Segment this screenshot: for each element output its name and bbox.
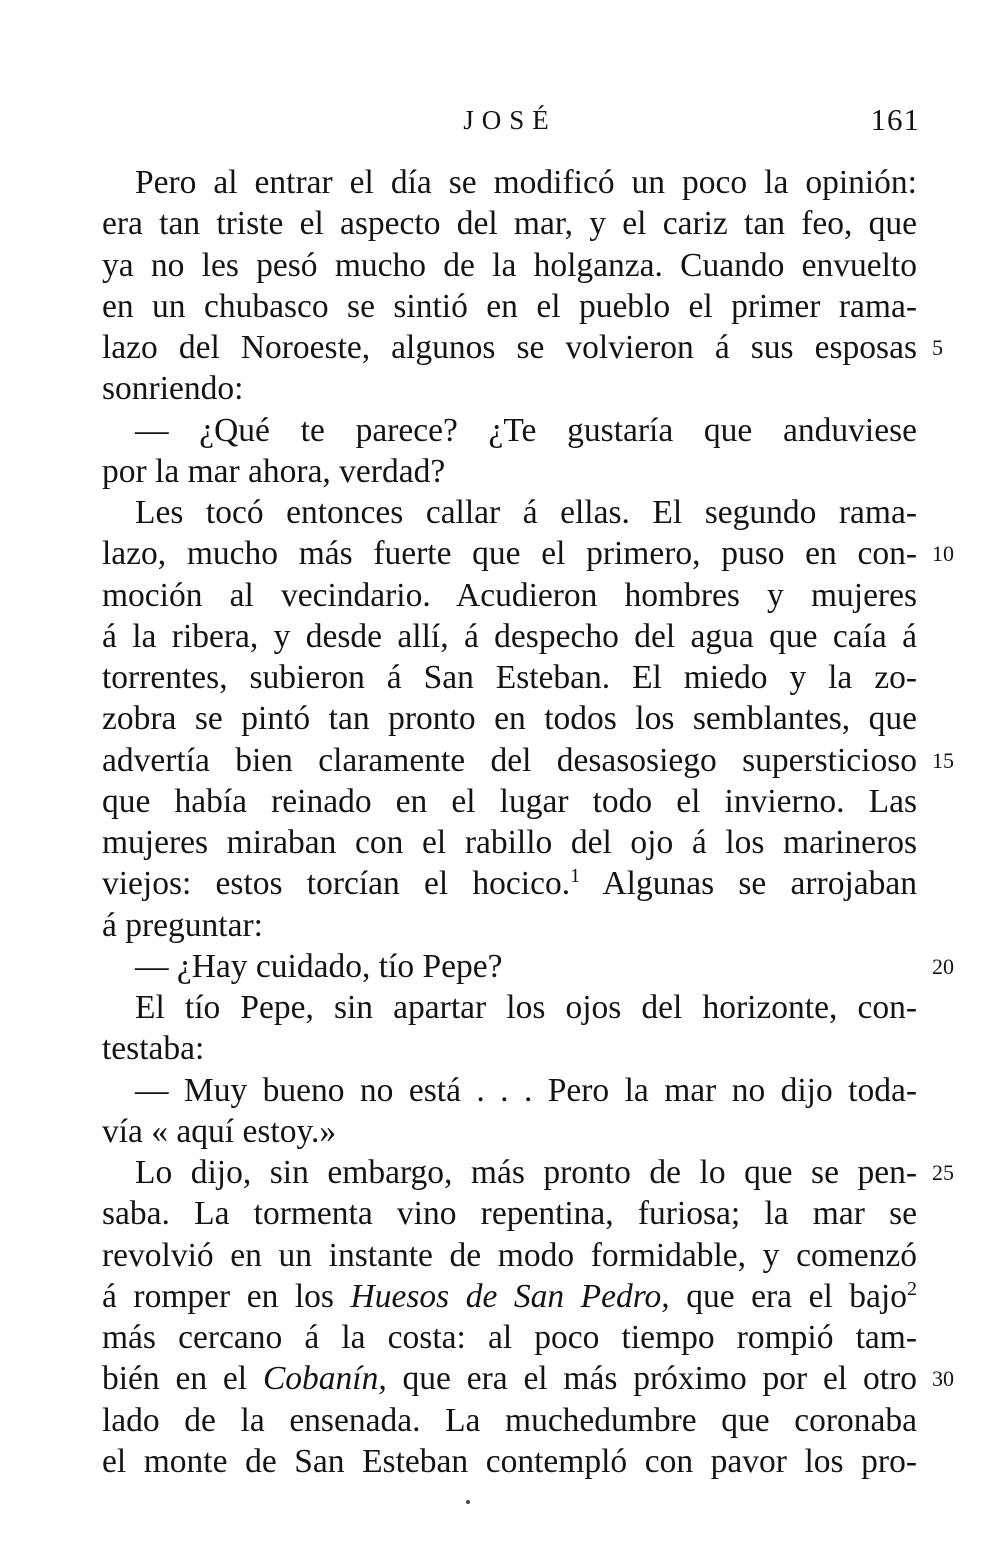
line-text: El tío Pepe, sin apartar los ojos del horizonte, con- (135, 989, 917, 1026)
text-line (102, 492, 917, 533)
line-text: á preguntar: (102, 906, 263, 944)
line-text: á romper en los Huesos de San Pedro, que era el bajo$^2$ (102, 1277, 917, 1315)
line-text: moción al vecindario. Acudieron hombres y mujeres (102, 576, 917, 614)
body-text (102, 162, 954, 1482)
line-number: 30 (932, 1366, 954, 1392)
line-number: 25 (932, 1160, 954, 1185)
line-text: saba. La tormenta vino repentina, furiosa; la mar se (102, 1195, 917, 1233)
text-line (102, 946, 954, 987)
text-line (102, 245, 917, 286)
text-line (102, 616, 917, 657)
line-text: — ¿Qué te parece? ¿Te gustaría que anduviese (135, 411, 917, 449)
line-text: viejos: estos torcían el hocico.$^1$ Algunas se arrojaban (102, 865, 917, 903)
text-line (102, 575, 917, 616)
line-text: en un chubasco se sintió en el pueblo el primer rama- (102, 287, 917, 325)
line-text: torrentes, subieron á San Esteban. El miedo y la zo- (102, 659, 917, 696)
line-number: 20 (932, 953, 954, 979)
text-line (102, 368, 917, 409)
text-line (102, 822, 917, 863)
text-line (102, 698, 917, 739)
line-text: zobra se pintó tan pronto en todos los semblantes, que (102, 700, 917, 738)
line-text: bién en el Cobanín, que era el más próximo por el otro (102, 1360, 917, 1398)
text-line (102, 1276, 917, 1317)
text-line (102, 1028, 917, 1069)
text-line (102, 781, 917, 822)
line-number: 10 (932, 541, 954, 567)
text-line (102, 451, 917, 492)
page-number: 161 (870, 102, 920, 137)
text-line (102, 987, 917, 1028)
line-text: á la ribera, y desde allí, á despecho del agua que caía á (102, 617, 917, 655)
line-number: 15 (932, 747, 954, 773)
text-line (102, 740, 954, 781)
text-line (102, 203, 917, 244)
printer-mark (466, 1500, 470, 1504)
text-line (102, 533, 954, 574)
text-line (102, 1358, 954, 1399)
text-line (102, 286, 917, 327)
text-line (102, 327, 943, 368)
text-line (102, 1441, 917, 1482)
text-line (102, 905, 917, 946)
line-text: Pero al entrar el día se modificó un poco la opinión: (135, 164, 917, 201)
line-text: advertía bien claramente del desasosiego supersticioso (102, 741, 917, 779)
line-text: el monte de San Esteban contempló con pavor los pro- (102, 1442, 917, 1480)
line-text: ya no les pesó mucho de la holganza. Cuando envuelto (102, 246, 917, 284)
line-text: era tan triste el aspecto del mar, y el cariz tan feo, que (102, 205, 917, 243)
running-title: JOSÉ (463, 105, 557, 135)
text-line (102, 1317, 917, 1358)
line-text: testaba: (102, 1030, 205, 1068)
text-line (102, 1235, 917, 1276)
line-text: — ¿Hay cuidado, tío Pepe? (135, 947, 503, 985)
line-text: sonriendo: (102, 370, 244, 408)
text-line (102, 1111, 917, 1152)
text-line (102, 863, 917, 904)
line-text: lazo, mucho más fuerte que el primero, puso en con- (102, 535, 917, 573)
line-text: Les tocó entonces callar á ellas. El segundo rama- (135, 494, 917, 531)
line-text: por la mar ahora, verdad? (102, 452, 446, 490)
line-text: que había reinado en el lugar todo el invierno. Las (102, 782, 917, 820)
line-text: revolvió en un instante de modo formidable, y comenzó (102, 1236, 917, 1274)
text-line (102, 1193, 917, 1234)
text-line (102, 1400, 917, 1441)
text-line (102, 657, 917, 698)
text-line (102, 1070, 917, 1111)
line-text: más cercano á la costa: al poco tiempo rompió tam- (102, 1319, 917, 1356)
line-text: mujeres miraban con el rabillo del ojo á los marineros (102, 824, 917, 861)
text-line (102, 1152, 954, 1193)
line-text: — Muy bueno no está . . . Pero la mar no dijo toda- (135, 1071, 917, 1109)
running-head (100, 98, 920, 142)
line-text: lado de la ensenada. La muchedumbre que coronaba (102, 1401, 917, 1439)
line-text: vía « aquí estoy.» (102, 1112, 337, 1150)
line-text: lazo del Noroeste, algunos se volvieron á sus esposas (102, 329, 917, 366)
text-line (102, 410, 917, 451)
text-line (102, 162, 917, 203)
line-text: Lo dijo, sin embargo, más pronto de lo que se pen- (135, 1154, 917, 1191)
line-number: 5 (932, 335, 943, 360)
